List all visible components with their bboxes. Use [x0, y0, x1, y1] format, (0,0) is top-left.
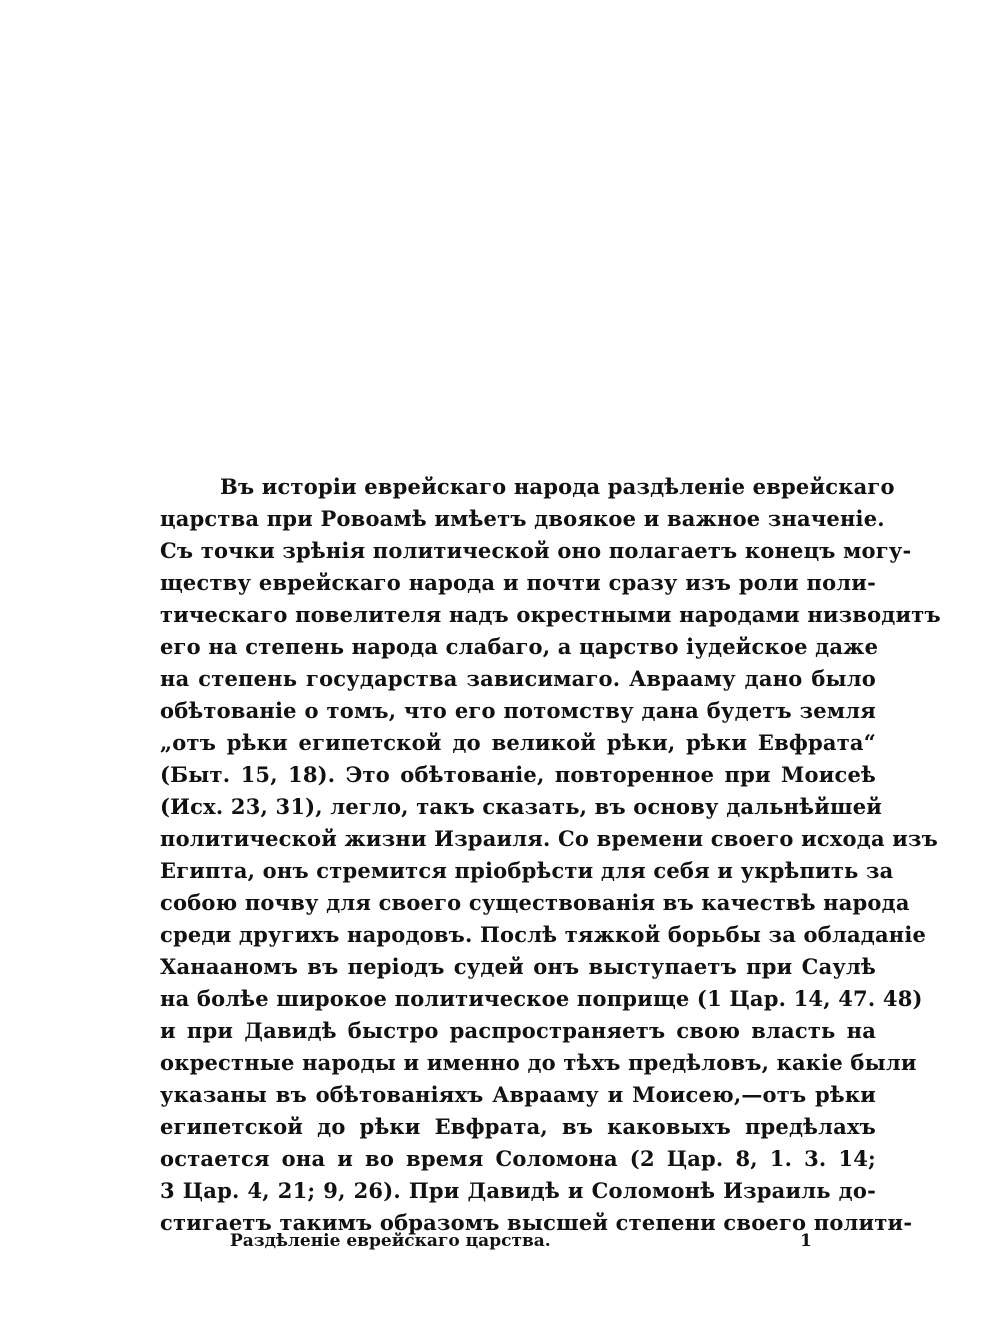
- text-line: указаны въ обѣтованіяхъ Аврааму и Моисею,—отъ рѣки: [160, 1082, 876, 1107]
- text-line: „отъ рѣки египетской до великой рѣки, рѣки Евфрата“: [160, 730, 876, 755]
- text-line: политической жизни Израиля. Со времени своего исхода изъ: [160, 826, 938, 851]
- text-line: окрестные народы и именно до тѣхъ предѣловъ, какіе были: [160, 1050, 917, 1075]
- text-line: (Быт. 15, 18). Это обѣтованіе, повторенное при Моисеѣ: [160, 762, 876, 787]
- text-line: царства при Ровоамѣ имѣетъ двоякое и важное значеніе.: [160, 506, 885, 531]
- page-footer: [160, 1226, 876, 1256]
- text-line: ществу еврейскаго народа и почти сразу изъ роли поли-: [160, 570, 876, 595]
- text-line: Въ исторіи еврейскаго народа раздѣленіе еврейскаго: [220, 474, 895, 499]
- text-line: и при Давидѣ быстро распространяетъ свою власть на: [160, 1018, 876, 1043]
- page-number: 1: [800, 1231, 812, 1251]
- text-line: его на степень народа слабаго, а царство іудейское даже: [160, 634, 879, 659]
- text-line: стигаетъ такимъ образомъ высшей степени своего полити-: [160, 1210, 913, 1235]
- text-line: Ханааномъ въ періодъ судей онъ выступаетъ при Саулѣ: [160, 954, 876, 979]
- text-line: на болѣе широкое политическое поприще (1 Цар. 14, 47. 48): [160, 986, 923, 1011]
- text-line: египетской до рѣки Евфрата, въ каковыхъ предѣлахъ: [160, 1114, 876, 1139]
- text-line: среди другихъ народовъ. Послѣ тяжкой борьбы за обладаніе: [160, 922, 927, 947]
- text-line: 3 Цар. 4, 21; 9, 26). При Давидѣ и Соломонѣ Израиль до-: [160, 1178, 876, 1203]
- text-line: собою почву для своего существованія въ качествѣ народа: [160, 890, 910, 915]
- text-line: на степень государства зависимаго. Аврааму дано было: [160, 666, 876, 691]
- signature-mark: Раздѣленіе еврейскаго царства.: [230, 1231, 551, 1251]
- text-line: обѣтованіе о томъ, что его потомству дана будетъ земля: [160, 698, 876, 723]
- body-text: [160, 471, 941, 1239]
- text-line: остается она и во время Соломона (2 Цар. 8, 1. 3. 14;: [160, 1146, 876, 1171]
- text-line: Съ точки зрѣнія политической оно полагаетъ конецъ могу-: [160, 538, 912, 563]
- text-line: тическаго повелителя надъ окрестными народами низводитъ: [160, 602, 941, 627]
- text-line: (Исх. 23, 31), легло, такъ сказать, въ основу дальнѣйшей: [160, 794, 883, 819]
- text-line: Египта, онъ стремится пріобрѣсти для себя и укрѣпить за: [160, 858, 894, 883]
